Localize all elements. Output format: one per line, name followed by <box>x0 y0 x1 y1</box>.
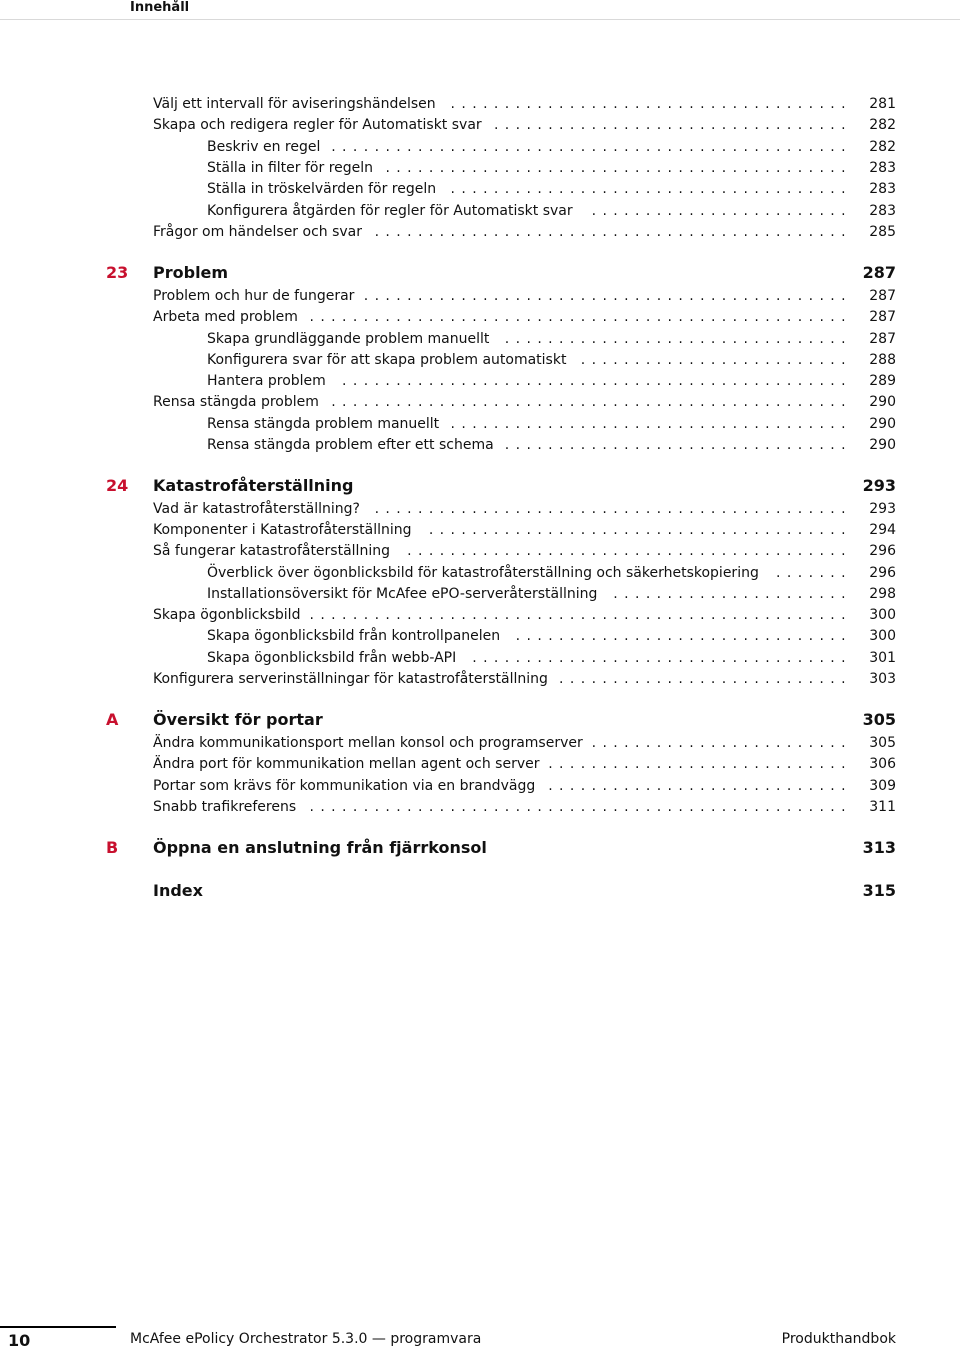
toc-entry[interactable] <box>207 413 896 435</box>
entry-page: 287 <box>869 288 896 304</box>
toc-entry[interactable] <box>207 178 896 200</box>
entry-title: Ändra port för kommunikation mellan agent och server <box>153 756 540 772</box>
entry-title: Rensa stängda problem manuellt <box>207 416 440 432</box>
dot-leader: ........................................... <box>385 160 852 176</box>
entry-page: 301 <box>869 650 896 666</box>
entry-title: Skapa och redigera regler för Automatiskt svar <box>153 117 482 133</box>
footer-page-number: 10 <box>8 1331 31 1350</box>
toc-entry[interactable] <box>153 753 896 775</box>
chapter-number: A <box>106 710 119 729</box>
chapter-number: 23 <box>106 263 129 282</box>
entry-page: 290 <box>869 416 896 432</box>
toc-entry[interactable] <box>207 434 896 456</box>
entry-title: Välj ett intervall för aviseringshändelsen <box>153 96 436 112</box>
dot-leader: ................................ <box>504 437 852 453</box>
dot-leader: ............................................. <box>363 288 852 304</box>
entry-title: Hantera problem <box>207 373 326 389</box>
entry-page: 300 <box>869 607 896 623</box>
toc-entry[interactable] <box>153 285 896 307</box>
toc-entry[interactable] <box>207 647 896 669</box>
toc-entry[interactable] <box>207 625 896 647</box>
entry-title: Överblick över ögonblicksbild för katastrofåterställning och säkerhetskopiering <box>207 565 759 581</box>
entry-page: 303 <box>869 671 896 687</box>
entry-page: 288 <box>869 352 896 368</box>
entry-title: Ställa in filter för regeln <box>207 160 374 176</box>
chapter-number: B <box>106 838 119 857</box>
entry-page: 283 <box>869 203 896 219</box>
entry-title: Så fungerar katastrofåterställning <box>153 543 390 559</box>
footer-doc-type: Produkthandbok <box>781 1331 896 1347</box>
entry-page: 309 <box>869 778 896 794</box>
entry-title: Beskriv en regel <box>207 139 321 155</box>
toc-entry[interactable] <box>153 540 896 562</box>
entry-title: Konfigurera svar för att skapa problem automatiskt <box>207 352 567 368</box>
entry-title: Ställa in tröskelvärden för regeln <box>207 181 437 197</box>
toc-entry[interactable] <box>153 391 896 413</box>
toc-entry[interactable] <box>207 328 896 350</box>
toc-entry[interactable] <box>153 498 896 520</box>
dot-leader: ................................ <box>504 331 852 347</box>
chapter-page: 315 <box>862 881 896 900</box>
toc-chapter[interactable] <box>0 879 896 903</box>
dot-leader: ................................................ <box>331 139 852 155</box>
dot-leader: ....... <box>776 565 852 581</box>
entry-page: 283 <box>869 181 896 197</box>
dot-leader: ................................. <box>493 117 852 133</box>
dot-leader: .................................................. <box>309 799 852 815</box>
footer-product: McAfee ePolicy Orchestrator 5.3.0 — programvara <box>130 1331 482 1347</box>
toc-entry[interactable] <box>153 668 896 690</box>
entry-page: 281 <box>869 96 896 112</box>
dot-leader: ......................... <box>580 352 852 368</box>
entry-page: 311 <box>869 799 896 815</box>
entry-title: Rensa stängda problem efter ett schema <box>207 437 494 453</box>
chapter-page: 287 <box>862 263 896 282</box>
toc-entry[interactable] <box>153 604 896 626</box>
toc-entry[interactable] <box>153 775 896 797</box>
chapter-page: 293 <box>862 476 896 495</box>
dot-leader: ...................... <box>613 586 852 602</box>
entry-title: Rensa stängda problem <box>153 394 319 410</box>
entry-title: Skapa ögonblicksbild <box>153 607 301 623</box>
entry-title: Skapa ögonblicksbild från webb-API <box>207 650 457 666</box>
dot-leader: .................................................. <box>309 309 852 325</box>
chapter-title: Index <box>153 881 203 900</box>
chapter-page: 313 <box>862 838 896 857</box>
entry-page: 283 <box>869 160 896 176</box>
chapter-number: 24 <box>106 476 129 495</box>
footer-page-box <box>0 1326 116 1352</box>
dot-leader: .................................................. <box>309 607 852 623</box>
dot-leader: ......................................... <box>407 543 852 559</box>
toc-chapter[interactable] <box>0 708 896 732</box>
entry-title: Arbeta med problem <box>153 309 298 325</box>
entry-page: 287 <box>869 331 896 347</box>
entry-title: Skapa ögonblicksbild från kontrollpanelen <box>207 628 501 644</box>
chapter-title: Öppna en anslutning från fjärrkonsol <box>153 838 487 857</box>
entry-title: Portar som krävs för kommunikation via en brandvägg <box>153 778 536 794</box>
page-footer <box>0 1326 960 1350</box>
dot-leader: ............................................... <box>342 373 852 389</box>
entry-page: 305 <box>869 735 896 751</box>
toc-entry[interactable] <box>153 221 896 243</box>
toc-entry[interactable] <box>153 114 896 136</box>
toc-chapter[interactable] <box>0 836 896 860</box>
toc-entry[interactable] <box>207 349 896 371</box>
toc-entry[interactable] <box>207 562 896 584</box>
entry-page: 282 <box>869 117 896 133</box>
dot-leader: ........................ <box>591 735 852 751</box>
dot-leader: ............................... <box>515 628 852 644</box>
toc-entry[interactable] <box>153 732 896 754</box>
entry-page: 298 <box>869 586 896 602</box>
entry-title: Skapa grundläggande problem manuellt <box>207 331 490 347</box>
entry-page: 285 <box>869 224 896 240</box>
dot-leader: ............................................ <box>374 501 852 517</box>
toc-chapter[interactable] <box>0 261 896 285</box>
entry-page: 296 <box>869 543 896 559</box>
dot-leader: ............................ <box>548 756 852 772</box>
toc-entry[interactable] <box>153 306 896 328</box>
chapter-title: Problem <box>153 263 229 282</box>
toc-entry[interactable] <box>153 93 896 115</box>
dot-leader: ............................................ <box>374 224 852 240</box>
entry-page: 290 <box>869 394 896 410</box>
toc-entry[interactable] <box>207 157 896 179</box>
dot-leader: ..................................... <box>450 181 852 197</box>
dot-leader: ....................................... <box>428 522 852 538</box>
entry-title: Komponenter i Katastrofåterställning <box>153 522 412 538</box>
entry-page: 296 <box>869 565 896 581</box>
toc-entry[interactable] <box>207 370 896 392</box>
entry-title: Vad är katastrofåterställning? <box>153 501 360 517</box>
entry-page: 289 <box>869 373 896 389</box>
entry-page: 300 <box>869 628 896 644</box>
entry-title: Konfigurera serverinställningar för katastrofåterställning <box>153 671 548 687</box>
toc-entry[interactable] <box>207 583 896 605</box>
entry-page: 294 <box>869 522 896 538</box>
toc-chapter[interactable] <box>0 474 896 498</box>
entry-title: Ändra kommunikationsport mellan konsol och programserver <box>153 735 583 751</box>
dot-leader: ..................................... <box>450 416 852 432</box>
chapter-title: Katastrofåterställning <box>153 476 354 495</box>
header-title: Innehåll <box>130 0 190 15</box>
chapter-title: Översikt för portar <box>153 710 323 729</box>
toc-entry[interactable] <box>207 200 896 222</box>
entry-page: 306 <box>869 756 896 772</box>
entry-page: 290 <box>869 437 896 453</box>
toc-entry[interactable] <box>207 136 896 158</box>
page-header <box>0 0 960 20</box>
entry-title: Installationsöversikt för McAfee ePO-serveråterställning <box>207 586 598 602</box>
entry-title: Frågor om händelser och svar <box>153 224 363 240</box>
dot-leader: ........................... <box>559 671 852 687</box>
dot-leader: ..................................... <box>450 96 852 112</box>
entry-page: 287 <box>869 309 896 325</box>
entry-title: Problem och hur de fungerar <box>153 288 355 304</box>
dot-leader: ................................................ <box>331 394 852 410</box>
dot-leader: ........................ <box>591 203 852 219</box>
entry-page: 293 <box>869 501 896 517</box>
entry-title: Snabb trafikreferens <box>153 799 297 815</box>
toc-entry[interactable] <box>153 519 896 541</box>
entry-title: Konfigurera åtgärden för regler för Automatiskt svar <box>207 203 573 219</box>
dot-leader: ............................ <box>548 778 852 794</box>
entry-page: 282 <box>869 139 896 155</box>
dot-leader: ................................... <box>472 650 852 666</box>
chapter-page: 305 <box>862 710 896 729</box>
toc-entry[interactable] <box>153 796 896 818</box>
